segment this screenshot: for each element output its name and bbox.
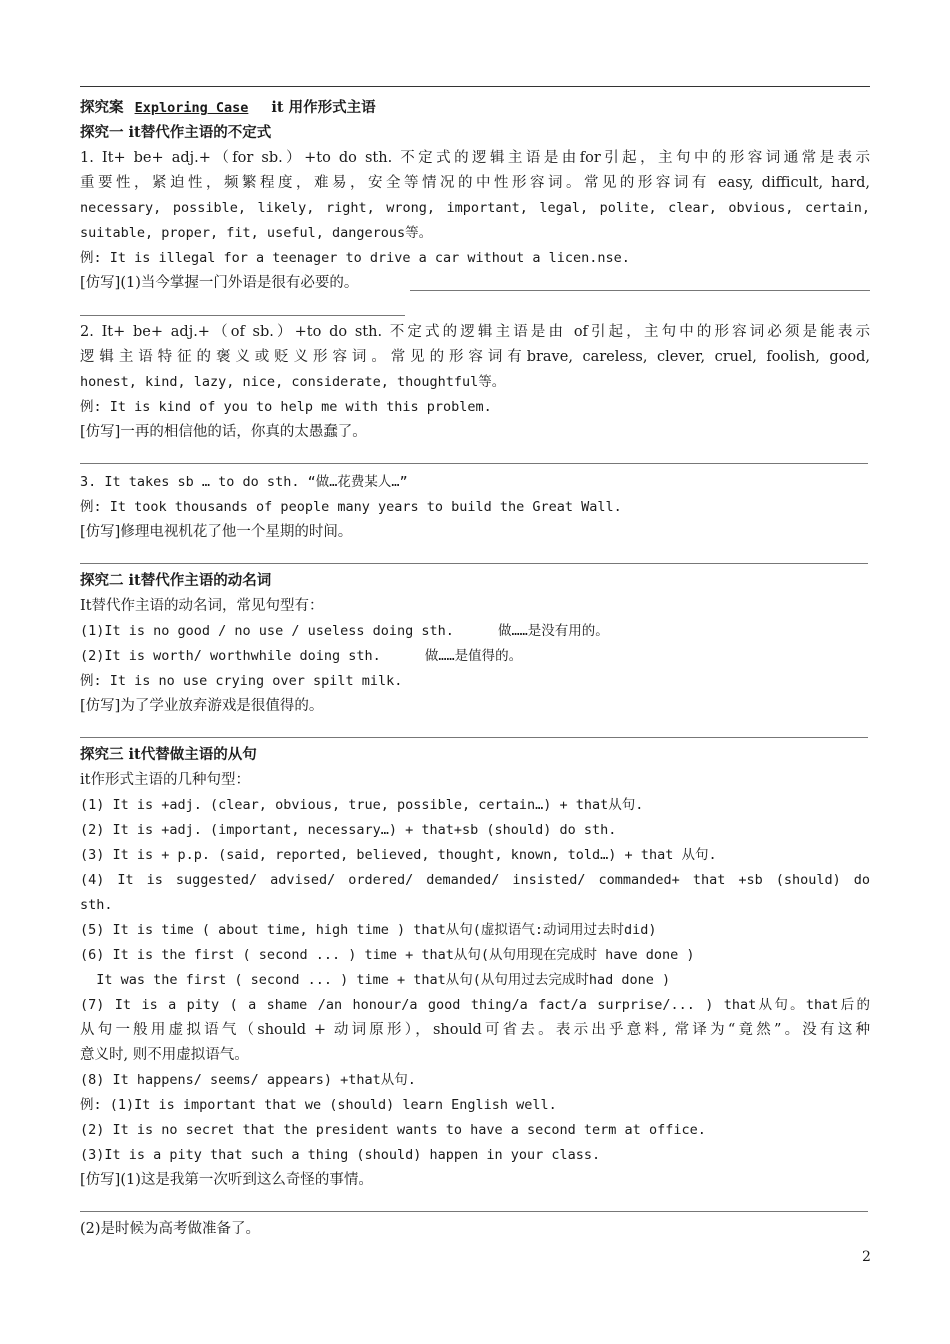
- s3-line: (4) It is suggested/ advised/ ordered/ demanded/ insisted/ commanded+ that +sb (should) do: [80, 872, 870, 888]
- s2-pattern-1: [80, 622, 870, 640]
- s3-line: 意义时, 则不用虚拟语气。: [80, 1047, 249, 1063]
- s1-para-line: 3. It takes sb … to do sth. “做…花费某人…”: [80, 474, 408, 490]
- page-number: 2: [862, 1249, 871, 1265]
- s3-line: (2) It is +adj. (important, necessary…) + that+sb (should) do sth.: [80, 822, 617, 838]
- page-title: [80, 99, 870, 117]
- imitation-prompt-1: [仿写](1)当今掌握一门外语是很有必要的。: [80, 275, 359, 291]
- answer-line: [80, 563, 868, 564]
- s1-para-line: 1. It+ be+ adj.+（for sb.）+to do sth. 不定式的逻辑主语是由for引起，主句中的形容词通常是表示: [80, 150, 870, 166]
- section-3-heading: 探究三 it代替做主语的从句: [80, 746, 257, 763]
- s3-line: sth.: [80, 897, 113, 913]
- s2-pattern-2-en: (2)It is worth/ worthwhile doing sth.: [80, 648, 381, 664]
- s2-intro: It替代作主语的动名词，常见句型有：: [80, 598, 324, 614]
- answer-line: [80, 737, 868, 738]
- s3-example-line: (2) It is no secret that the president wants to have a second term at office.: [80, 1122, 706, 1138]
- answer-line: [80, 463, 868, 464]
- answer-line: [80, 315, 405, 316]
- s2-imitation-prompt: [仿写]为了学业放弃游戏是很值得的。: [80, 698, 324, 714]
- s3-line: (8) It happens/ seems/ appears) +that从句.: [80, 1072, 416, 1088]
- example-2: 例: It is kind of you to help me with this problem.: [80, 399, 492, 415]
- answer-line: [410, 290, 870, 291]
- s3-line: (3) It is + p.p. (said, reported, believed, thought, known, told…) + that 从句.: [80, 847, 717, 863]
- top-rule: [80, 86, 870, 87]
- s2-example: 例: It is no use crying over spilt milk.: [80, 673, 403, 689]
- s1-para-line: suitable, proper, fit, useful, dangerous等。: [80, 225, 433, 241]
- s3-line: (6) It is the first ( second ... ) time + that从句(从句用现在完成时 have done ): [80, 947, 695, 963]
- section-1-heading: 探究一 it替代作主语的不定式: [80, 124, 272, 141]
- s1-para-line: necessary, possible, likely, right, wrong, important, legal, polite, clear, obvious, certain,: [80, 200, 870, 216]
- s2-pattern-1-cn: 做……是没有用的。: [498, 623, 609, 639]
- s2-pattern-2: [80, 647, 870, 665]
- title-cn: 探究案: [80, 99, 124, 116]
- s1-para-line: honest, kind, lazy, nice, considerate, thoughtful等。: [80, 374, 506, 390]
- s3-line: (5) It is time ( about time, high time ) that从句(虚拟语气:动词用过去时did): [80, 922, 657, 938]
- s3-intro: it作形式主语的几种句型：: [80, 772, 250, 788]
- s3-imitation-prompt-2: (2)是时候为高考做准备了。: [80, 1221, 261, 1237]
- answer-line: [80, 1211, 868, 1212]
- imitation-prompt-3: [仿写]修理电视机花了他一个星期的时间。: [80, 524, 353, 540]
- s2-pattern-1-en: (1)It is no good / no use / useless doing sth.: [80, 623, 454, 639]
- title-topic: it 用作形式主语: [271, 99, 376, 116]
- s3-line: 从句一般用虚拟语气（should + 动词原形），should可省去。表示出乎意料, 常译为“竟然”。没有这种: [80, 1022, 870, 1038]
- imitation-prompt-2: [仿写]一再的相信他的话，你真的太愚蠢了。: [80, 424, 367, 440]
- s3-example-line: 例: (1)It is important that we (should) learn English well.: [80, 1097, 557, 1113]
- s1-para-line: 重要性，紧迫性，频繁程度，难易，安全等情况的中性形容词。常见的形容词有 easy, difficult, hard,: [80, 175, 870, 191]
- s3-line: (7) It is a pity ( a shame /an honour/a good thing/a fact/a surprise/... ) that从句。that后的: [80, 997, 870, 1013]
- s3-line: It was the first ( second ... ) time + that从句(从句用过去完成时had done ): [80, 972, 671, 988]
- s1-para-line: 逻辑主语特征的褒义或贬义形容词。常见的形容词有brave, careless, clever, cruel, foolish, good,: [80, 349, 870, 365]
- s3-example-line: (3)It is a pity that such a thing (should) happen in your class.: [80, 1147, 601, 1163]
- example-1: 例: It is illegal for a teenager to drive a car without a licen.nse.: [80, 250, 630, 266]
- s2-pattern-2-cn: 做……是值得的。: [424, 648, 523, 664]
- s3-imitation-prompt-1: [仿写](1)这是我第一次听到这么奇怪的事情。: [80, 1172, 373, 1188]
- title-en: Exploring Case: [134, 100, 249, 116]
- example-3: 例: It took thousands of people many years to build the Great Wall.: [80, 499, 622, 515]
- s3-line: (1) It is +adj. (clear, obvious, true, possible, certain…) + that从句.: [80, 797, 644, 813]
- section-2-heading: 探究二 it替代作主语的动名词: [80, 572, 272, 589]
- s1-para-line: 2. It+ be+ adj.+（of sb.）+to do sth. 不定式的逻辑主语是由 of引起，主句中的形容词必须是能表示: [80, 324, 870, 340]
